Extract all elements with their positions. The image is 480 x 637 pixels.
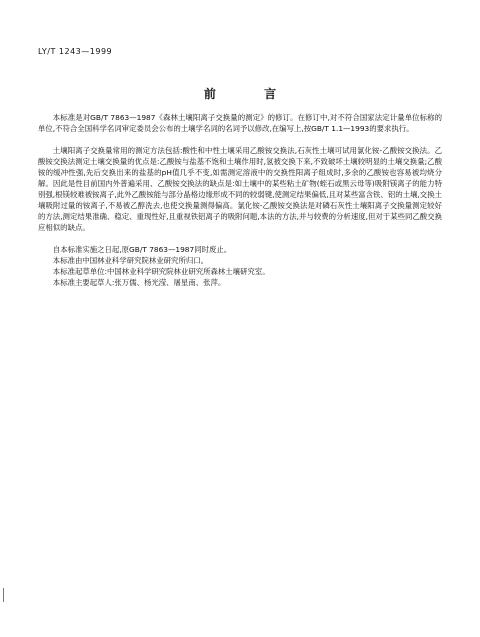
document-body	[38, 112, 442, 288]
paragraph-revision-note: 本标准是对GB/T 7863—1987《森林土壤阳离子交换量的测定》的修订。在修订中,对不符合国家法定计量单位标称的单位,不符合全国科学名词审定委员会公布的土壤学名词的名词予以修改,在编写上,按GB/T 1.1—1993的要求执行。	[38, 113, 442, 133]
paragraph-drafters: 本标准主要起草人:张万儒、杨光滢、屠星南、张萍。	[52, 278, 226, 287]
paragraph-administered-by: 本标准由中国林业科学研究院林业研究所归口。	[52, 256, 209, 265]
paragraph-supersedes: 自本标准实施之日起,原GB/T 7863—1987同时废止。	[52, 245, 232, 254]
scan-edge-mark	[3, 588, 4, 602]
paragraph-method-description: 土壤阳离子交换量常用的测定方法包括:酸性和中性土壤采用乙酸铵交换法,石灰性土壤可试用氯化铵-乙酸铵交换法。乙酸铵交换法测定土壤交换量的优点是:乙酸铵与盐基不饱和土壤作用时,氢被交换下来,不致破坏土壤较明显的土壤交换量;乙酸铵的缓冲性强,先后交换出来的盐基的pH值几乎不变,如需测定溶液中的交换性阳离子组成时,多余的乙酸铵也容易被均烧分解。因此是性目前国内外普遍采用、乙酸铵交换法的缺点是:如土壤中的某些粘土矿物(蛭石或黑云母等)吸附镁离子的能力特别强,根镁较难被铵离子,此外乙酸铵能与部分晶格边缘形成不同的较弱键,使测定结果偏低,且对某些富含铁、铝的土壤,交换土壤吸附过量的铵离子,不易被乙醇洗去,也使交换量测得偏高。氯化铵-乙酸铵交换法是对磷石灰性土壤阳离子交换量测定较好的方法,测定结果准确、稳定、重现性好,且重视铁铝离子的吸附问题,本法的方法,并与较费的分析速度,但对于某些同乙酸交换应相似的缺点。	[38, 146, 442, 232]
standard-number: LY/T 1243—1999	[38, 47, 113, 56]
paragraph-drafting-organization: 本标准起草单位:中国林业科学研究院林业研究所森林土壤研究室。	[52, 267, 270, 276]
page-title: 前 言	[203, 87, 299, 101]
